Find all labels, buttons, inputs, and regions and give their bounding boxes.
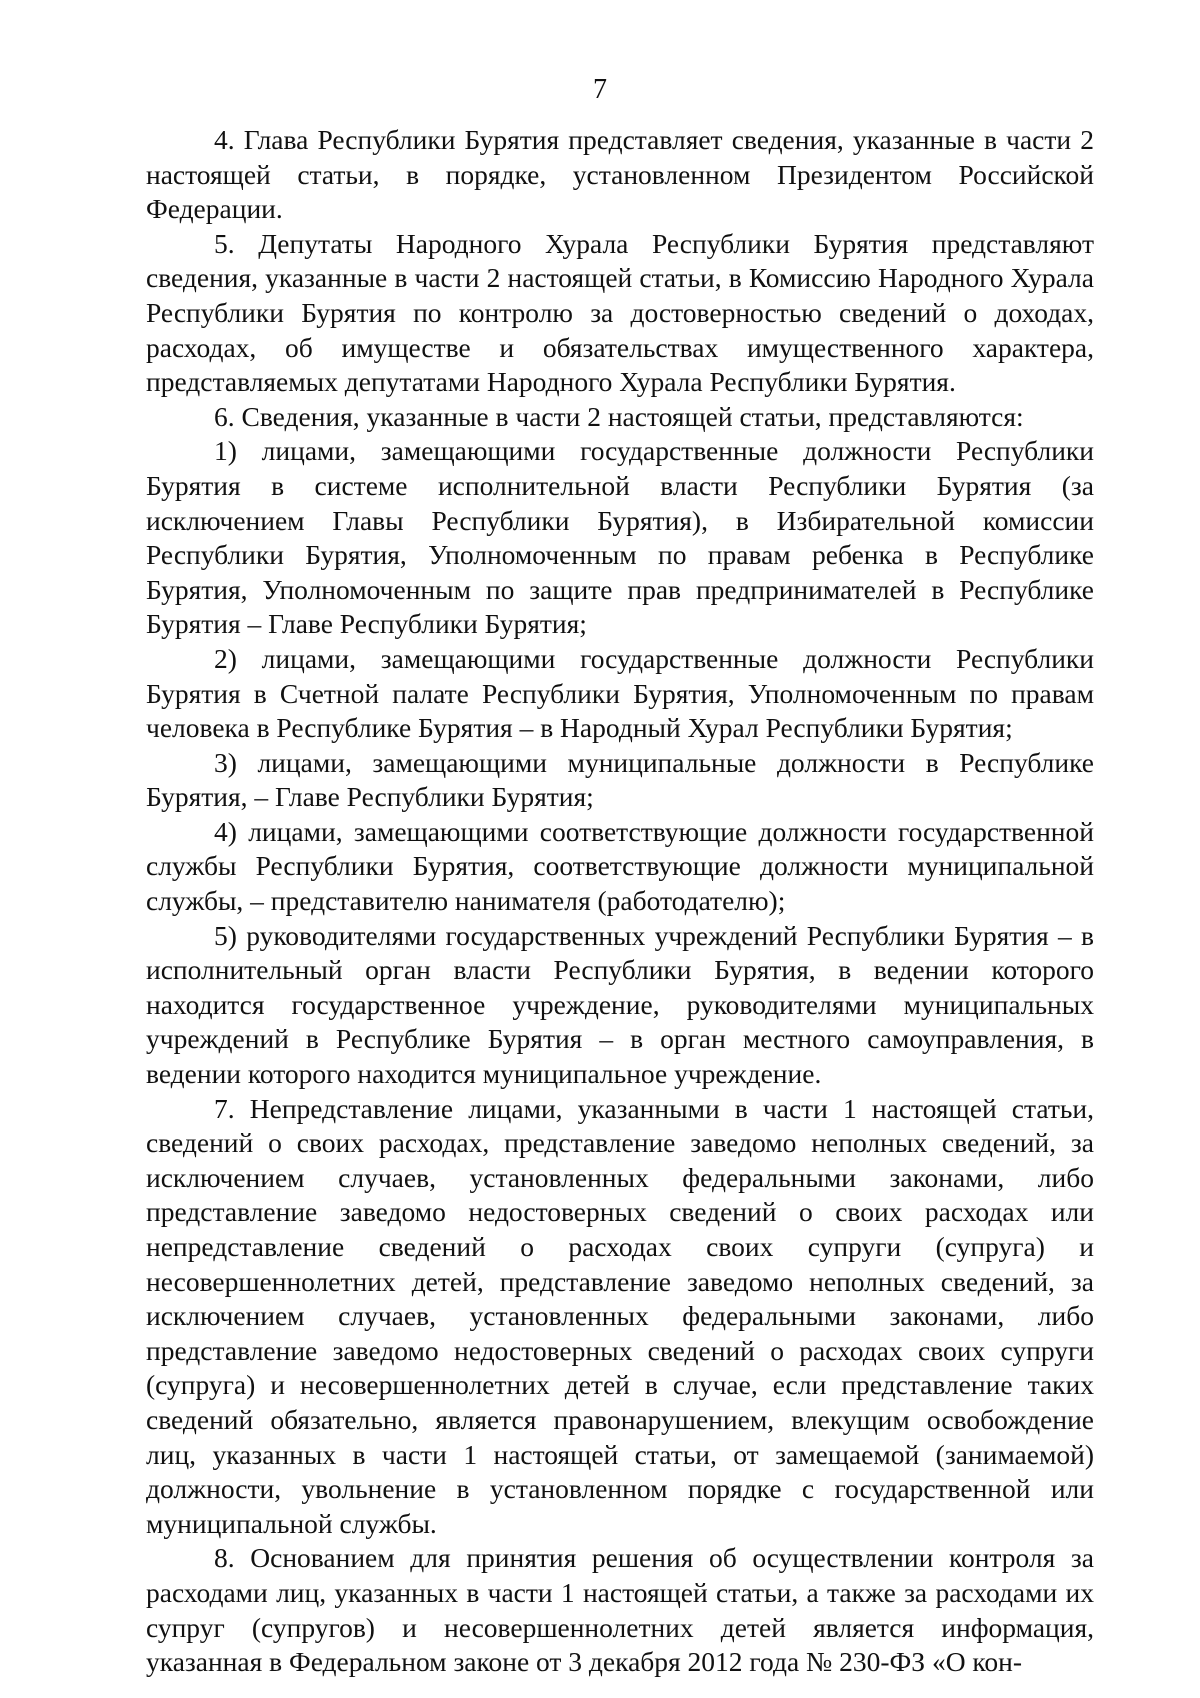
paragraph-6-item-4: 4) лицами, замещающими соответствующие должности государственной службы Республики Бурятия, соответствующие должности муниципальной службы, – представителю нанимателя (работодателю); xyxy=(146,815,1094,917)
paragraph-6-item-2: 2) лицами, замещающими государственные должности Республики Бурятия в Счетной палате Республики Бурятия, Уполномоченным по правам человека в Республике Бурятия – в Народный Хурал Республики Бурятия; xyxy=(146,642,1094,744)
paragraph-6: 6. Сведения, указанные в части 2 настоящей статьи, представляются: xyxy=(214,400,1024,432)
paragraph-8: 8. Основанием для принятия решения об осуществлении контроля за расходами лиц, указанных в части 1 настоящей статьи, а также за расходами их супруг (супругов) и несовершеннолетних детей является информация, указанная в Федеральном законе от 3 декабря 2012 года № 230-ФЗ «О кон- xyxy=(146,1542,1094,1678)
paragraph-6-item-5: 5) руководителями государственных учреждений Республики Бурятия – в исполнительный орган власти Республики Бурятия, в ведении которого находится государственное учреждение, руководителями муниципальных учреждений в Республике Бурятия – в орган местного самоуправления, в ведении которого находится муниципальное учреждение. xyxy=(146,919,1094,1090)
paragraph-6-item-3: 3) лицами, замещающими муниципальные должности в Республике Бурятия, – Главе Республики Бурятия; xyxy=(146,746,1094,813)
paragraph-7: 7. Непредставление лицами, указанными в части 1 настоящей статьи, сведений о своих расходах, представление заведомо неполных сведений, за исключением случаев, установленных федеральными законами, либо представление заведомо недостоверных сведений о своих расходах или непредставление сведений о расходах своих супруги (супруга) и несовершеннолетних детей, представление заведомо неполных сведений, за исключением случаев, установленных федеральными законами, либо представление заведомо недостоверных сведений о расходах своих супруги (супруга) и несовершеннолетних детей в случае, если представление таких сведений обязательно, является правонарушением, влекущим освобождение лиц, указанных в части 1 настоящей статьи, от замещаемой (занимаемой) должности, увольнение в установленном порядке с государственной или муниципальной службы. xyxy=(146,1092,1094,1539)
paragraph-6-item-1: 1) лицами, замещающими государственные должности Республики Бурятия в системе исполнительной власти Республики Бурятия (за исключением Главы Республики Бурятия), в Избирательной комиссии Республики Бурятия, Уполномоченным по правам ребенка в Республике Бурятия, Уполномоченным по защите прав предпринимателей в Республике Бурятия – Главе Республики Бурятия; xyxy=(146,435,1094,640)
page-number: 7 xyxy=(593,74,607,105)
paragraph-4: 4. Глава Республики Бурятия представляет сведения, указанные в части 2 настоящей статьи, в порядке, установленном Президентом Российской Федерации. xyxy=(146,124,1094,225)
paragraph-5: 5. Депутаты Народного Хурала Республики Бурятия представляют сведения, указанные в части 2 настоящей статьи, в Комиссию Народного Хурала Республики Бурятия по контролю за достоверностью сведений о доходах, расходах, об имуществе и обязательствах имущественного характера, представляемых депутатами Народного Хурала Республики Бурятия. xyxy=(146,227,1094,398)
document-body xyxy=(146,123,1094,1680)
